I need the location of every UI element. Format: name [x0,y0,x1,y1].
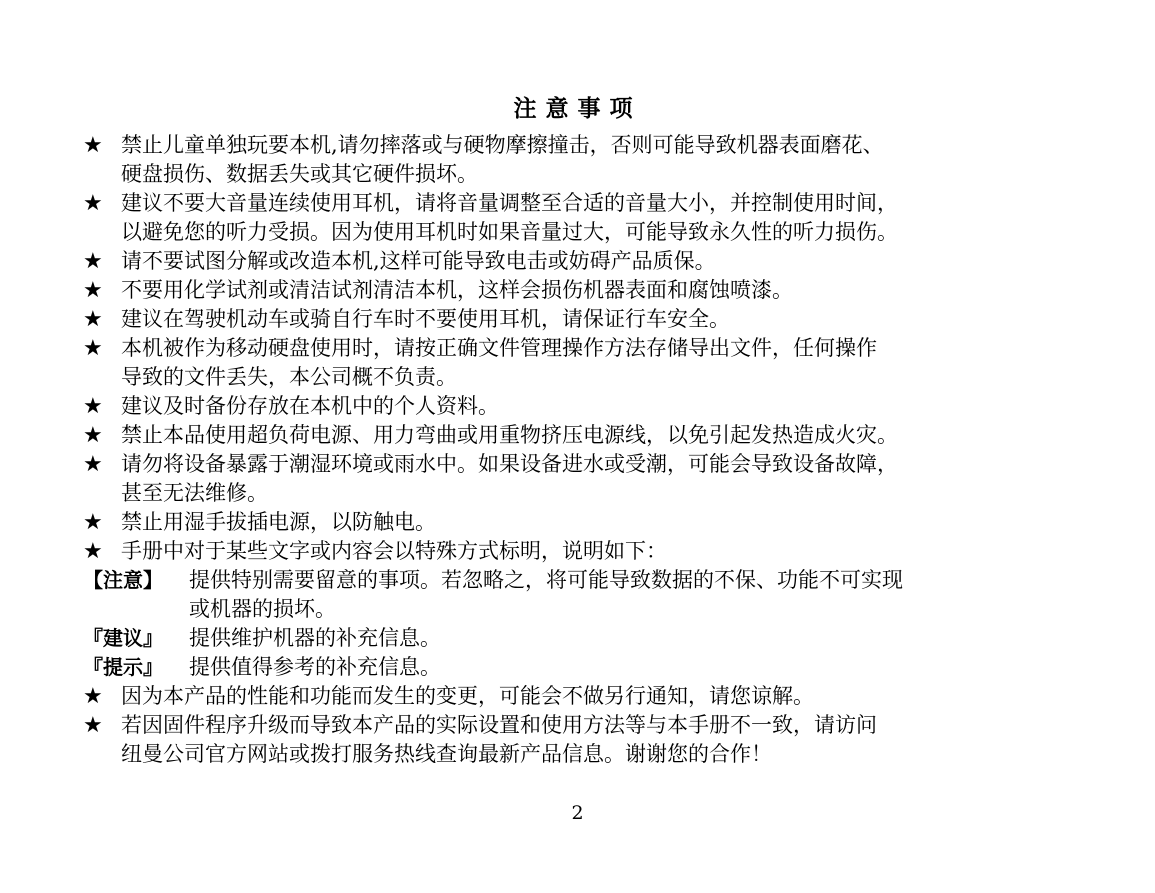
notice-item-2 [83,189,1083,247]
tag-description: 提供维护机器的补充信息。 [189,626,441,650]
notice-text: 因为本产品的性能和功能而发生的变更，可能会不做另行通知，请您谅解。 [121,684,814,708]
notice-text: 本机被作为移动硬盘使用时，请按正确文件管理操作方法存储导出文件，任何操作 导致的文件丢失，本公司概不负责。 [121,336,877,389]
star-icon: ★ [83,336,103,361]
tag-description: 提供值得参考的补充信息。 [189,655,441,679]
tag-description: 提供特别需要留意的事项。若忽略之，将可能导致数据的不保、功能不可实现 或机器的损坏。 [189,568,903,621]
star-icon: ★ [83,452,103,477]
notice-text: 禁止用湿手拔插电源，以防触电。 [121,510,436,534]
notice-text: 禁止儿童单独玩要本机,请勿摔落或与硬物摩擦撞击，否则可能导致机器表面磨花、 硬盘损伤、数据丢失或其它硬件损坏。 [121,133,884,186]
notice-text: 建议在驾驶机动车或骑自行车时不要使用耳机，请保证行车安全。 [121,307,730,331]
notice-item-12 [83,682,1083,711]
notice-text: 不要用化学试剂或清洁试剂清洁本机，这样会损伤机器表面和腐蚀喷漆。 [121,278,793,302]
tag-item-attention [83,566,1083,624]
page-title: 注意事项 [513,95,642,122]
tag-item-suggestion [83,624,1083,653]
star-icon: ★ [83,133,103,158]
notice-text: 手册中对于某些文字或内容会以特殊方式标明，说明如下： [121,539,667,563]
notice-item-7 [83,392,1083,421]
notice-item-5 [83,305,1083,334]
notice-item-11 [83,537,1083,566]
star-icon: ★ [83,539,103,564]
star-icon: ★ [83,394,103,419]
notice-text: 请勿将设备暴露于潮湿环境或雨水中。如果设备进水或受潮，可能会导致设备故障， 甚至无法维修。 [121,452,898,505]
star-icon: ★ [83,278,103,303]
notice-text: 若因固件程序升级而导致本产品的实际设置和使用方法等与本手册不一致，请访问 纽曼公司官方网站或拨打服务热线查询最新产品信息。谢谢您的合作！ [121,713,877,766]
notice-item-8 [83,421,1083,450]
suggestion-tag: 『建议』 [83,626,163,650]
notice-text: 禁止本品使用超负荷电源、用力弯曲或用重物挤压电源线，以免引起发热造成火灾。 [121,423,898,447]
notice-item-6 [83,334,1083,392]
notice-item-13 [83,711,1083,769]
notice-list [83,131,1083,769]
tag-item-tip [83,653,1083,682]
notice-text: 建议不要大音量连续使用耳机，请将音量调整至合适的音量大小，并控制使用时间， 以避免您的听力受损。因为使用耳机时如果音量过大，可能导致永久性的听力损伤。 [121,191,898,244]
attention-tag: 【注意】 [83,568,163,592]
star-icon: ★ [83,249,103,274]
star-icon: ★ [83,510,103,535]
notice-text: 请不要试图分解或改造本机,这样可能导致电击或妨碍产品质保。 [121,249,716,273]
star-icon: ★ [83,684,103,709]
star-icon: ★ [83,307,103,332]
notice-item-10 [83,508,1083,537]
notice-item-1 [83,131,1083,189]
tip-tag: 『提示』 [83,655,163,679]
page-number: 2 [571,802,584,824]
star-icon: ★ [83,423,103,448]
notice-text: 建议及时备份存放在本机中的个人资料。 [121,394,499,418]
star-icon: ★ [83,713,103,738]
notice-item-3 [83,247,1083,276]
star-icon: ★ [83,191,103,216]
notice-item-4 [83,276,1083,305]
notice-item-9 [83,450,1083,508]
